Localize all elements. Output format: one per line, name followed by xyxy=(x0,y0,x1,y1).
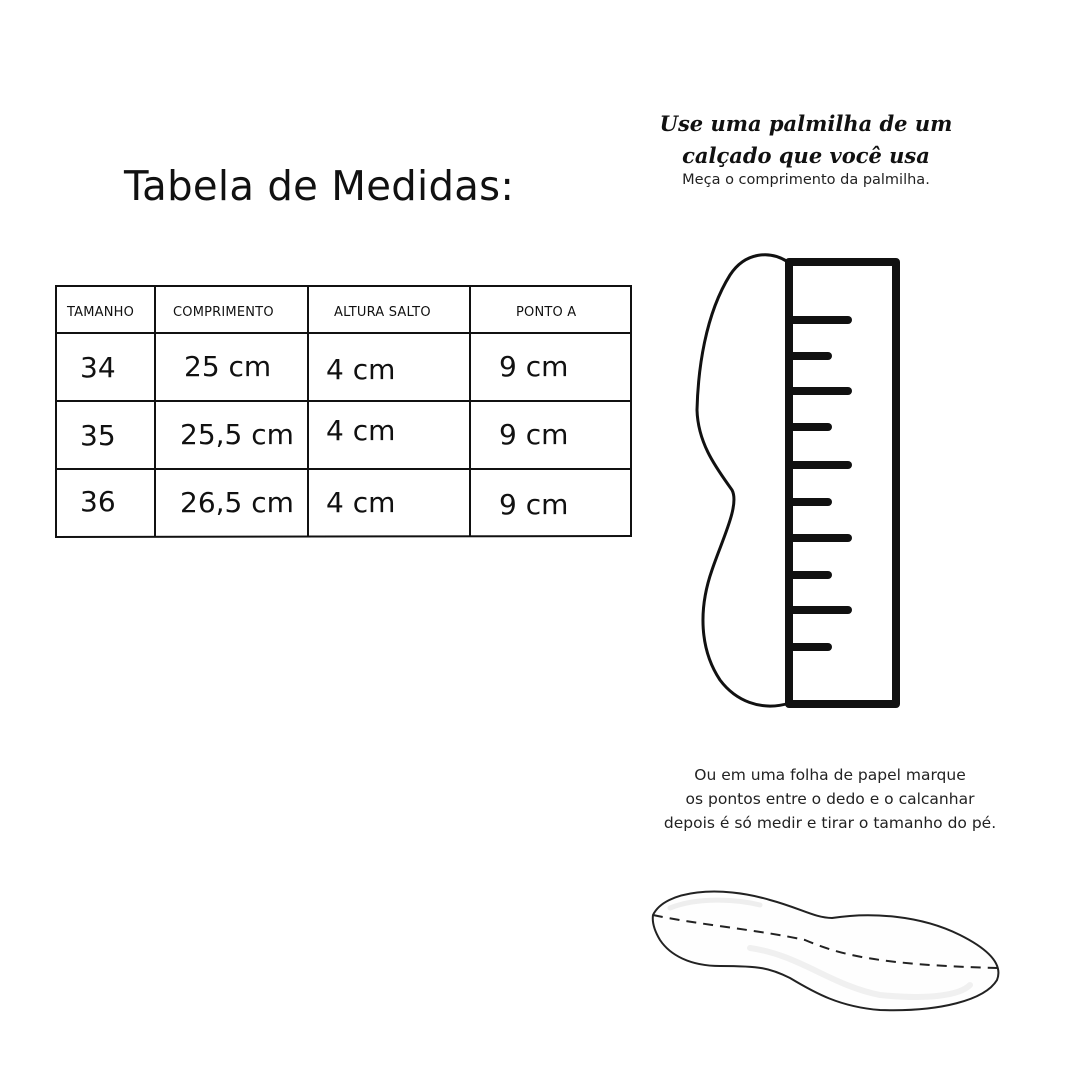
paper-instructions-line1: Ou em uma folha de papel marque xyxy=(694,766,966,784)
instructions-subheading: Meça o comprimento da palmilha. xyxy=(682,172,930,188)
cell-tamanho-35: 35 xyxy=(80,419,116,452)
page-title: Tabela de Medidas: xyxy=(124,162,515,210)
cell-tamanho-36: 36 xyxy=(80,485,116,518)
cell-comprimento-35: 25,5 cm xyxy=(180,418,294,451)
cell-altura-34: 4 cm xyxy=(326,353,396,386)
cell-comprimento-36: 26,5 cm xyxy=(180,486,294,519)
cell-altura-35: 4 cm xyxy=(326,414,396,447)
cell-ponto-a-35: 9 cm xyxy=(499,418,569,451)
cell-tamanho-34: 34 xyxy=(80,351,116,384)
paper-instructions-line3: depois é só medir e tirar o tamanho do pé. xyxy=(663,814,997,832)
instructions-heading-line1: Use uma palmilha de um xyxy=(659,111,953,136)
header-comprimento: COMPRIMENTO xyxy=(173,305,274,320)
cell-comprimento-34: 25 cm xyxy=(184,350,272,383)
header-ponto-a: PONTO A xyxy=(516,305,577,320)
cell-ponto-a-34: 9 cm xyxy=(499,350,569,383)
instructions-heading-line2: calçado que você usa xyxy=(682,143,930,168)
cell-altura-36: 4 cm xyxy=(326,486,396,519)
header-altura-salto: ALTURA SALTO xyxy=(334,305,431,320)
header-tamanho: TAMANHO xyxy=(67,305,135,320)
paper-instructions-line2: os pontos entre o dedo e o calcanhar xyxy=(685,790,975,808)
cell-ponto-a-36: 9 cm xyxy=(499,488,569,521)
